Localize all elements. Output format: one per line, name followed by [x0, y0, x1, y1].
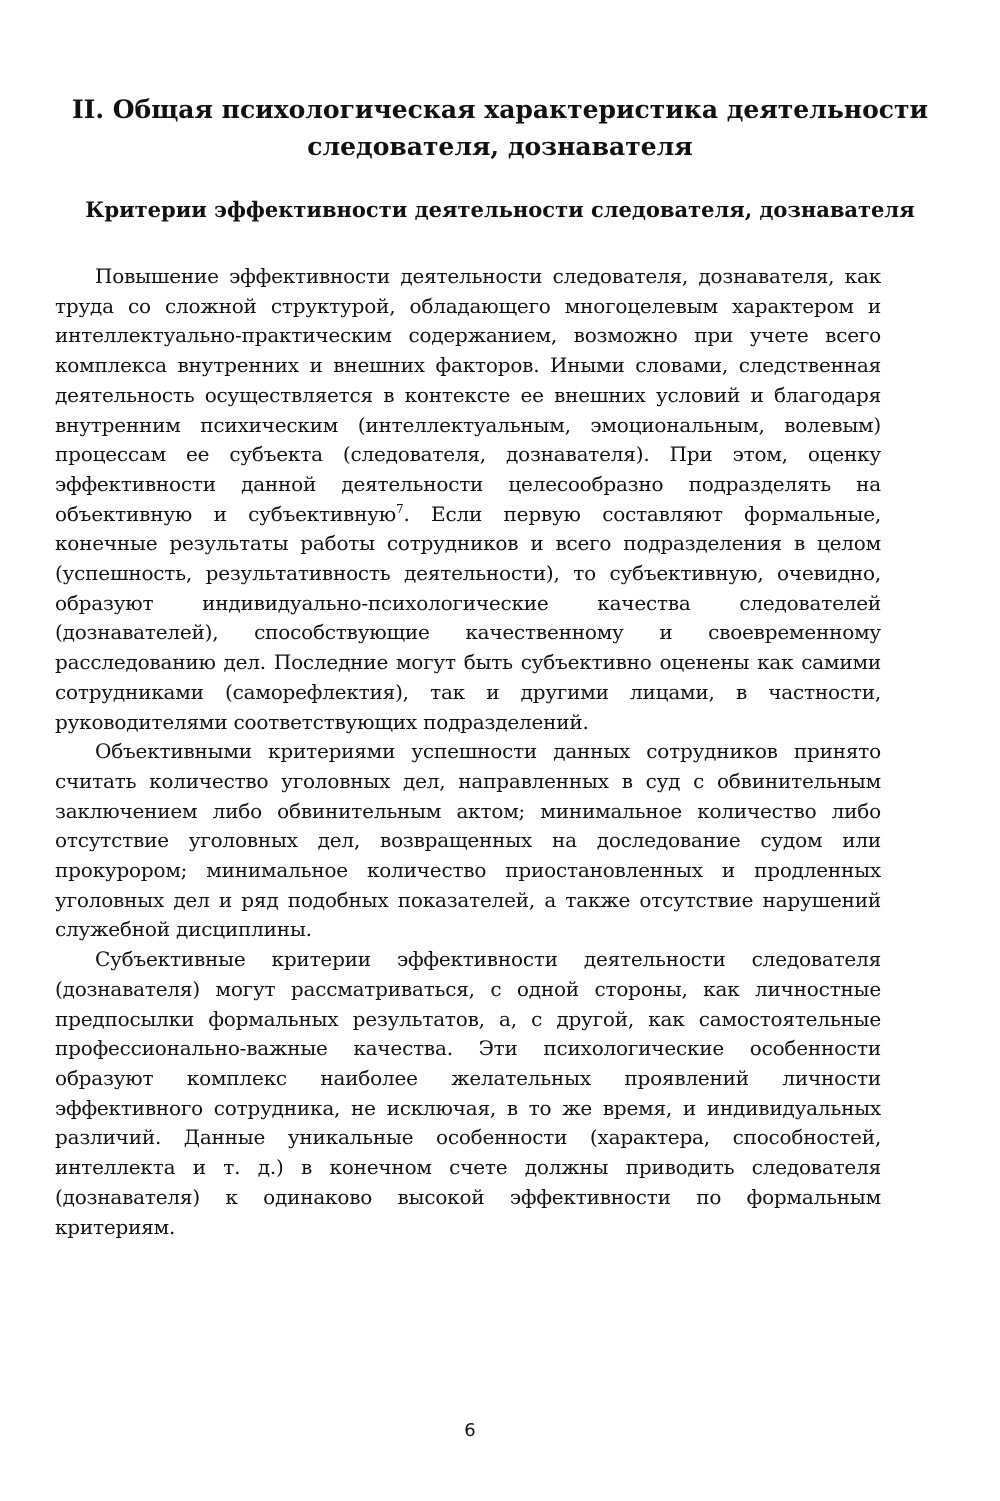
paragraph-text-part-1: Повышение эффективности деятельности следователя, дознавателя, как труда со сложной структурой, обладающего многоцелевым характером и интеллектуально-практическим содержанием, возможно при учете всего комплекса внутренних и внешних факторов. Иными словами, следственная деятельность осуществляется в контексте ее внешних условий и благодаря внутренним психическим (интеллектуальным, эмоциональным, волевым) процессам ее субъекта (следователя, дознавателя). При этом, оценку эффективности данной деятельности целесообразно подразделять на объективную и субъективную	[55, 264, 881, 526]
body-text	[55, 262, 881, 1242]
paragraph-text-part-2: . Если первую составляют формальные, конечные результаты работы сотрудников и всего подразделения в целом (успешность, результативность деятельности), то субъективную, очевидно, образуют индивидуально-психологические качества следователей (дознавателей), способствующие качественному и своевременному расследованию дел. Последние могут быть субъективно оценены как самими сотрудниками (саморефлектия), так и другими лицами, в частности, руководителями соответствующих подразделений.	[55, 501, 881, 734]
footnote-reference[interactable]: 7	[396, 501, 404, 516]
paragraph-objective-criteria: Объективными критериями успешности данных сотрудников принято считать количество уголовных дел, направленных в суд с обвинительным заключением либо обвинительным актом; минимальное количество либо отсутствие уголовных дел, возвращенных на доследование судом или прокурором; минимальное количество приостановленных и продленных уголовных дел и ряд подобных показателей, а также отсутствие нарушений служебной дисциплины.	[55, 739, 881, 942]
paragraph-efficiency-factors	[55, 262, 881, 737]
page-number: 6	[464, 1420, 476, 1441]
paragraph-subjective-criteria: Субъективные критерии эффективности деятельности следователя (дознавателя) могут рассматриваться, с одной стороны, как личностные предпосылки формальных результатов, а, с другой, как самостоятельные профессионально-важные качества. Эти психологические особенности образуют комплекс наиболее желательных проявлений личности эффективного сотрудника, не исключая, в то же время, и индивидуальных различий. Данные уникальные особенности (характера, способностей, интеллекта и т. д.) в конечном счете должны приводить следователя (дознавателя) к одинаково высокой эффективности по формальным критериям.	[55, 947, 881, 1239]
chapter-title: II. Общая психологическая характеристика деятельности следователя, дознавателя	[71, 95, 929, 161]
section-title: Критерии эффективности деятельности следователя, дознавателя	[85, 197, 915, 222]
